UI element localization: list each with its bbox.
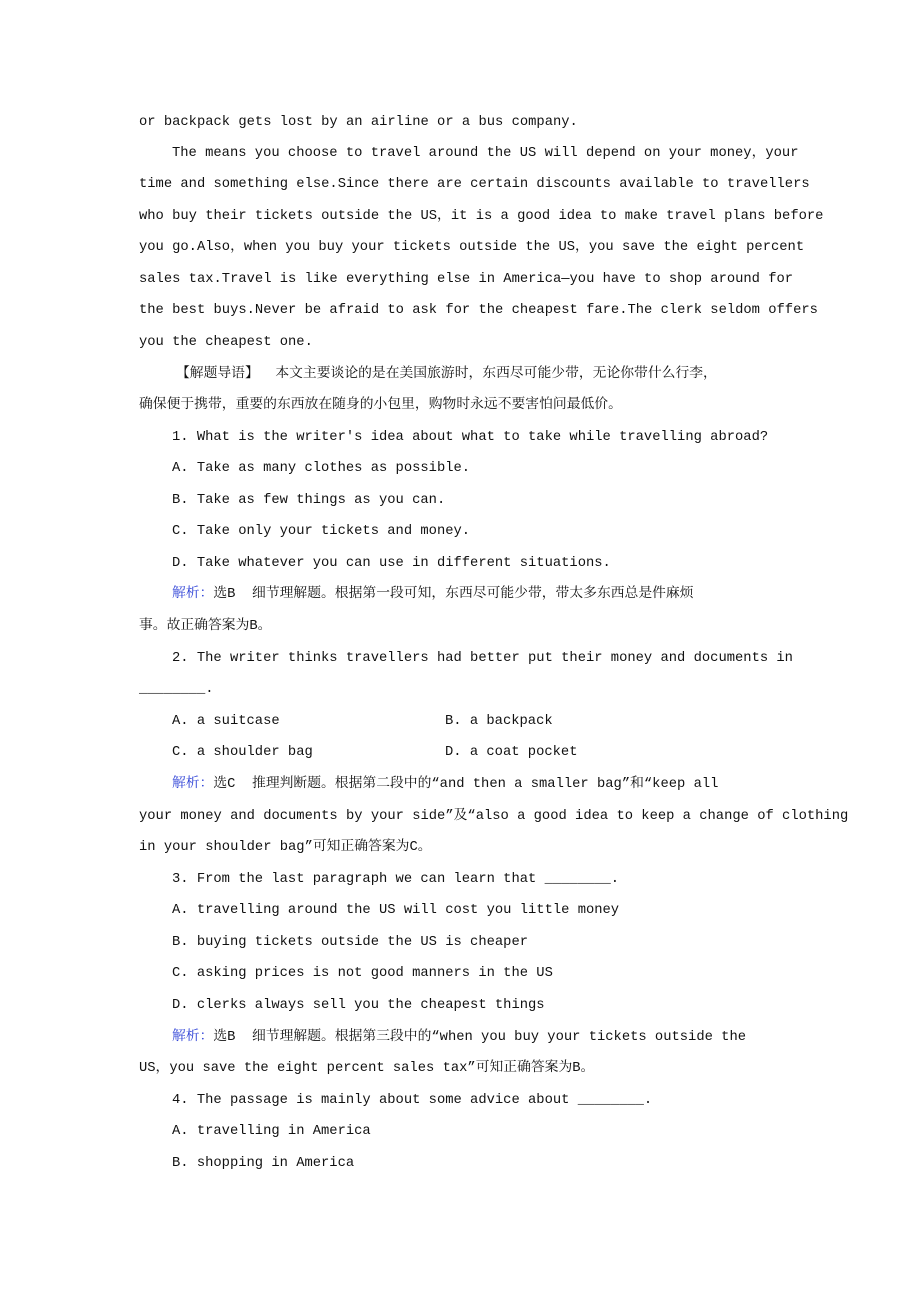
answer-blank: ________. — [139, 682, 214, 697]
question-stem: 2. The writer thinks travellers had better put their money and documents in — [172, 651, 793, 666]
passage-line: you go.Also，when you buy your tickets outside the US，you save the eight percent — [139, 240, 805, 255]
passage-line: the best buys.Never be afraid to ask for the cheapest fare.The clerk seldom offers — [139, 303, 818, 318]
option: A. a suitcase — [172, 714, 280, 729]
passage-line: The means you choose to travel around the US will depend on your money，your — [172, 146, 799, 161]
guide-text: 本文主要谈论的是在美国旅游时，东西尽可能少带，无论你带什么行李， — [258, 367, 717, 382]
passage-line: sales tax.Travel is like everything else in America—you have to shop around for — [139, 272, 794, 287]
analysis-line: US，you save the eight percent sales tax”可知正确答案为B。 — [139, 1061, 595, 1076]
question-stem: 4. The passage is mainly about some advice about ________. — [172, 1093, 653, 1108]
option: A. Take as many clothes as possible. — [172, 461, 471, 476]
analysis-line — [172, 1029, 746, 1047]
analysis-label: 解析： — [172, 1030, 214, 1045]
question-stem: 1. What is the writer's idea about what to take while travelling abroad? — [172, 430, 769, 445]
option: A. travelling in America — [172, 1124, 371, 1139]
option: C. asking prices is not good manners in the US — [172, 966, 553, 981]
option: C. a shoulder bag — [172, 745, 313, 760]
guide-line: 确保便于携带，重要的东西放在随身的小包里，购物时永远不要害怕问最低价。 — [139, 398, 622, 413]
option: B. buying tickets outside the US is cheaper — [172, 935, 529, 950]
guide-line — [176, 366, 717, 384]
question-stem: 3. From the last paragraph we can learn that ________. — [172, 872, 620, 887]
analysis-line — [172, 586, 694, 604]
option: B. shopping in America — [172, 1156, 355, 1171]
option: D. clerks always sell you the cheapest things — [172, 998, 545, 1013]
analysis-label: 解析： — [172, 587, 214, 602]
analysis-line — [172, 776, 718, 794]
analysis-line: your money and documents by your side”及“also a good idea to keep a change of clothing — [139, 809, 849, 824]
guide-label: 【解题导语】 — [176, 367, 259, 382]
analysis-label: 解析： — [172, 777, 214, 792]
analysis-text: 选B 细节理解题。根据第三段中的“when you buy your tickets outside the — [213, 1030, 747, 1045]
analysis-line: 事。故正确答案为B。 — [139, 619, 272, 634]
passage-line: you the cheapest one. — [139, 335, 313, 350]
analysis-text: 选B 细节理解题。根据第一段可知，东西尽可能少带，带太多东西总是件麻烦 — [213, 587, 694, 602]
passage-line: or backpack gets lost by an airline or a bus company. — [139, 115, 578, 130]
option: A. travelling around the US will cost you little money — [172, 903, 620, 918]
option: D. Take whatever you can use in different situations. — [172, 556, 611, 571]
passage-line: time and something else.Since there are certain discounts available to travellers — [139, 177, 810, 192]
passage-line: who buy their tickets outside the US，it is a good idea to make travel plans before — [139, 209, 824, 224]
analysis-line: in your shoulder bag”可知正确答案为C。 — [139, 840, 432, 855]
option: D. a coat pocket — [445, 745, 578, 760]
option: B. a backpack — [445, 714, 553, 729]
option: B. Take as few things as you can. — [172, 493, 446, 508]
option: C. Take only your tickets and money. — [172, 524, 471, 539]
analysis-text: 选C 推理判断题。根据第二段中的“and then a smaller bag”和“keep all — [213, 777, 719, 792]
